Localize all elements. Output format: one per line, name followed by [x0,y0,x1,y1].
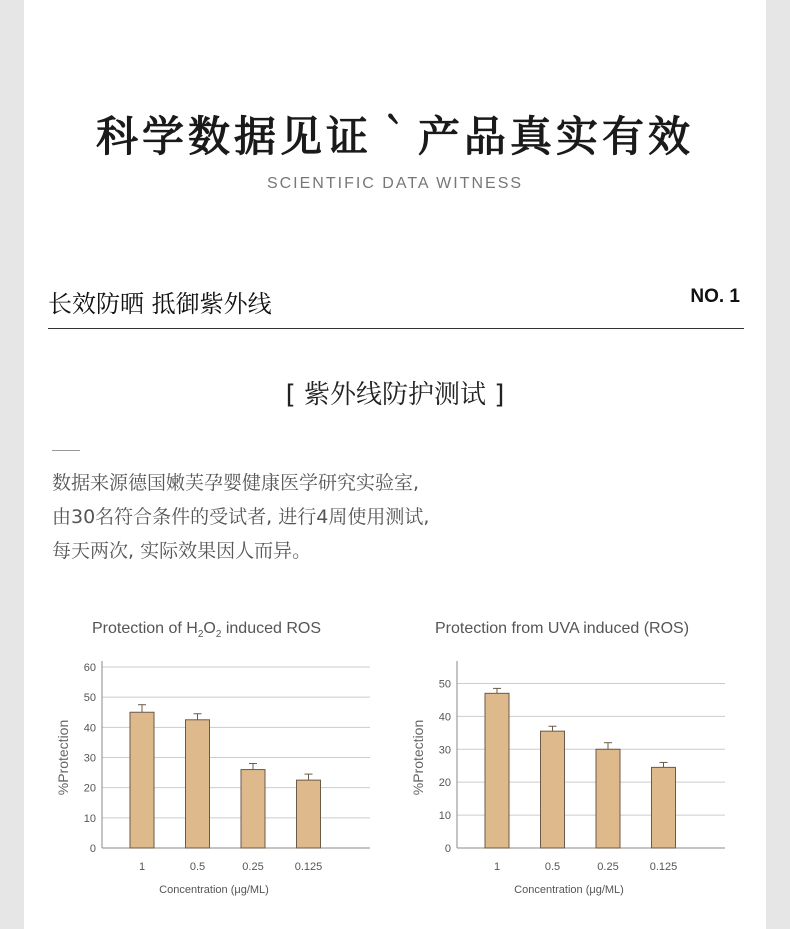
bar [297,780,321,848]
chart-h2o2-ros [40,605,390,905]
y-tick-label: 30 [438,744,451,757]
y-tick-label: 40 [83,722,96,735]
x-axis-label: Concentration (μg/ML) [514,884,624,896]
description-line: 数据来源德国嫩芙孕婴健康医学研究实验室, [52,472,420,494]
chart-title-part: O [203,620,216,637]
chart-title [92,620,321,640]
section-number: NO. 1 [690,286,740,307]
y-tick-label: 10 [83,812,96,825]
x-tick-label: 0.125 [294,861,323,873]
y-tick-label: 40 [438,711,451,724]
x-tick-label: 1 [493,861,501,873]
x-tick-label: 0.5 [544,861,561,873]
bar [541,731,565,848]
chart-uva-ros [395,605,745,905]
chart-title-part: 2 [215,629,222,640]
y-tick-label: 0 [89,843,96,855]
y-tick-label: 50 [438,678,451,691]
y-tick-label: 10 [438,810,451,823]
chart-title-part: induced ROS [221,620,322,637]
bar [652,767,676,848]
y-axis-label: %Protection [410,719,426,796]
x-axis-label: Concentration (μg/ML) [159,884,269,896]
y-axis-label: %Protection [55,719,71,796]
bar [241,770,265,848]
bar [130,712,154,848]
y-tick-label: 20 [438,777,451,790]
chart-title-part: Protection of H [92,620,198,637]
description-line: 由30名符合条件的受试者, 进行4周使用测试, [52,506,430,528]
test-title: [ 紫外线防护测试 ] [285,380,505,410]
bar [485,693,509,848]
y-tick-label: 0 [444,843,451,855]
section-divider [48,328,744,329]
x-tick-label: 0.25 [597,861,619,873]
chart-title-part: 2 [197,629,204,640]
y-tick-label: 50 [83,692,96,705]
x-tick-label: 0.25 [242,861,264,873]
short-rule [52,450,80,451]
page-title: 科学数据见证｀产品真实有效 [95,112,694,161]
y-tick-label: 60 [83,662,96,674]
section-title: 长效防晒 抵御紫外线 [48,290,272,318]
x-tick-label: 0.125 [649,861,678,873]
y-tick-label: 20 [83,782,96,795]
description [52,466,429,568]
chart-title-part: Protection from UVA induced (ROS) [435,620,690,637]
bar [186,720,210,848]
bar [596,749,620,848]
page-subtitle: SCIENTIFIC DATA WITNESS [266,175,524,192]
x-tick-label: 1 [138,861,146,873]
description-line: 每天两次, 实际效果因人而异。 [52,540,312,562]
y-tick-label: 30 [83,752,96,765]
chart-title [435,620,689,637]
x-tick-label: 0.5 [189,861,206,873]
